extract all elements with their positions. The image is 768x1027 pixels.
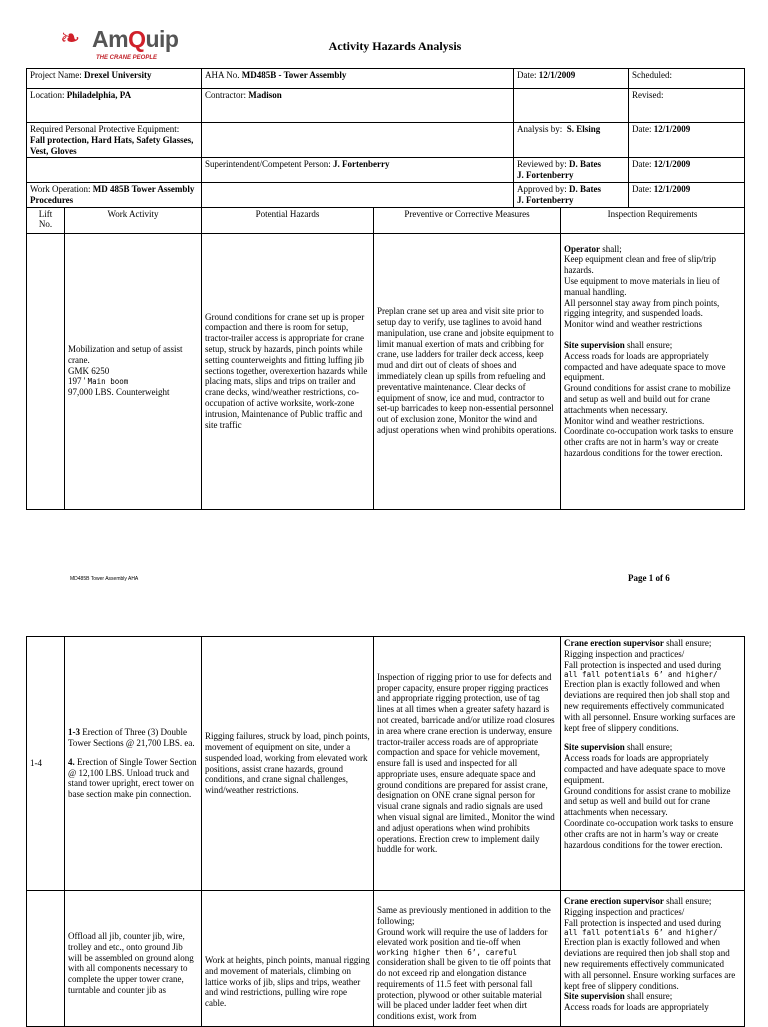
- row2-hazards: Rigging failures, struck by load, pinch points, movement of equipment on site, under a suspended load, working from elevated work positions, assist crane hazards, ground conditions, and crane signal challenges, wind/weather restrictions.: [202, 637, 374, 891]
- info-row-operation: Work Operation: MD 485B Tower Assembly Procedures Approved by: D. Bates J. Fortenberry Date: 12/1/2009: [27, 182, 745, 207]
- row2-lift: 1-4: [27, 637, 65, 891]
- row2-inspection: Crane erection supervisor shall ensure; Rigging inspection and practices/ Fall protection is inspected and used during all fall potentials 6’ and higher/ Erection plan is exactly followed and when deviations are required then job shall stop and new requirements effectively communicated with all personnel. Ensure working surfaces are kept free of slippery conditions. Site supervision shall ensure; Access roads for loads are appropriately compacted and have adequate space to move equipment. Ground conditions for assist crane to mobilize and setup as well and build out for crane attachments when necessary. Coordinate co-occupation work tasks to ensure other crafts are not in harm’s way or create hazardous conditions for the tower erection.: [561, 637, 745, 891]
- row3-hazards: Work at heights, pinch points, manual rigging and movement of materials, climbing on lattice works of jib, slips and trips, weather and wind restrictions, pulling wire rope cable.: [202, 891, 374, 1027]
- info-row-project: Project Name: Drexel University AHA No. MD485B - Tower Assembly Date: 12/1/2009 Scheduled:: [27, 69, 745, 89]
- row3-measures: Same as previously mentioned in addition to the following; Ground work will require the use of ladders for elevated work position and tie-off when working higher then 6’, careful consideration shall be given to tie off points that do not exceed rip and elongation distance requirements of 11.5 feet with personal fall protection, plywood or other suitable material will be placed under ladder feet when dirt conditions exist, work from: [374, 891, 561, 1027]
- col-lift: Lift No.: [27, 207, 65, 233]
- col-preventive-measures: Preventive or Corrective Measures: [374, 207, 561, 233]
- aha-table-page-1: [26, 68, 745, 510]
- column-header-row: [27, 207, 745, 233]
- row3-activity: Offload all jib, counter jib, wire, trolley and etc., onto ground Jib will be assembled on ground along with all components necessary to complete the upper tower crane, turntable and counter jib as: [65, 891, 202, 1027]
- logo-brand: AmQuip: [92, 26, 179, 52]
- row2-measures: Inspection of rigging prior to use for defects and proper capacity, ensure proper rigging practices and appropriate rigging protection, use of tag lines at all times when a greater safety hazard is not created, barricade and/or utilize road closures in area where crane erection is underway, ensure tractor-trailer access roads are of appropriate compaction and space for vehicle movement, ensure fall is used and inspected for all appropriate uses, ensure adequate space and ground conditions are prepared for assist crane, designation on ONE crane signal person for visual crane signals and radio signals are used when visual signal are limited., Monitor the wind and adjust operations when wind prohibits operations. Erection crew to implement daily huddle for work.: [374, 637, 561, 891]
- crane-hook-icon: ❧: [60, 24, 81, 52]
- row3-lift: [27, 891, 65, 1027]
- table-row: [27, 233, 745, 509]
- row2-activity: 1-3 Erection of Three (3) Double Tower Sections @ 21,700 LBS. ea. 4. Erection of Single Tower Section @ 12,100 LBS. Unload truck and stand tower upright, erect tower on base section make pin connection.: [65, 637, 202, 891]
- logo-tagline: THE CRANE PEOPLE: [96, 55, 158, 61]
- row1-measures: Preplan crane set up area and visit site prior to setup day to verify, use taglines to avoid hand manipulation, use crane and jobsite equipment to limit manual exertion of mats and cribbing for crane, use ladders for trailer deck access, keep mud and dirt out of cleats of shoes and immediately clean up spills from refueling and preventative maintenance. Clear decks of equipment of snow, ice and mud, contractor to set-up barricades to keep non-essential personnel out of exclusion zone, Monitor the wind and adjust operations when wind prohibits operations.: [374, 233, 561, 509]
- info-row-location: Location: Philadelphia, PA Contractor: Madison Revised:: [27, 89, 745, 123]
- info-row-superintendent: Superintendent/Competent Person: J. Fortenberry Reviewed by: D. Bates J. Fortenberry Date: 12/1/2009: [27, 158, 745, 183]
- aha-table-page-2: [26, 636, 745, 1027]
- table-row: [27, 891, 745, 1027]
- table-row: [27, 637, 745, 891]
- info-row-ppe: Required Personal Protective Equipment: Fall protection, Hard Hats, Safety Glasses, Vest, Gloves Analysis by: S. Elsing Date: 12/1/2009: [27, 123, 745, 158]
- col-potential-hazards: Potential Hazards: [202, 207, 374, 233]
- col-inspection-requirements: Inspection Requirements: [561, 207, 745, 233]
- col-work-activity: Work Activity: [65, 207, 202, 233]
- row1-hazards: Ground conditions for crane set up is proper compaction and there is room for setup, tractor-trailer access is appropriate for crane setup, struck by hazards, pinch points while setting counterweights and fitting luffing jib sections together, overexertion hazards while placing mats, slips and trips on trailer and crane decks, wind/weather restrictions, co-occupation of active worksite, work-zone intrusion, Maintenance of Public traffic and site traffic: [202, 233, 374, 509]
- footer-document-id: MD485B Tower Assembly AHA: [70, 576, 139, 582]
- row1-activity: Mobilization and setup of assist crane. GMK 6250 197 ' Main boom 97,000 LBS. Counterweight: [65, 233, 202, 509]
- row3-inspection: Crane erection supervisor shall ensure; Rigging inspection and practices/ Fall protection is inspected and used during all fall potentials 6’ and higher/ Erection plan is exactly followed and when deviations are required then job shall stop and new requirements effectively communicated with all personnel. Ensure working surfaces are kept free of slippery conditions. Site supervision shall ensure; Access roads for loads are appropriately: [561, 891, 745, 1027]
- page-number: Page 1 of 6: [628, 573, 670, 583]
- document-title: Activity Hazards Analysis: [328, 39, 462, 53]
- amquip-logo: [60, 24, 210, 64]
- row1-inspection: Operator shall; Keep equipment clean and free of slip/trip hazards. Use equipment to move materials in lieu of manual handling. All personnel stay away from pinch points, rigging integrity, and suspended loads. Monitor wind and weather restrictions Site supervision shall ensure; Access roads for loads are appropriately compacted and have adequate space to move equipment. Ground conditions for assist crane to mobilize and setup as well and build out for crane attachments when necessary. Monitor wind and weather restrictions. Coordinate co-occupation work tasks to ensure other crafts are not in harm’s way or create hazardous conditions for the tower erection.: [561, 233, 745, 509]
- row1-lift: [27, 233, 65, 509]
